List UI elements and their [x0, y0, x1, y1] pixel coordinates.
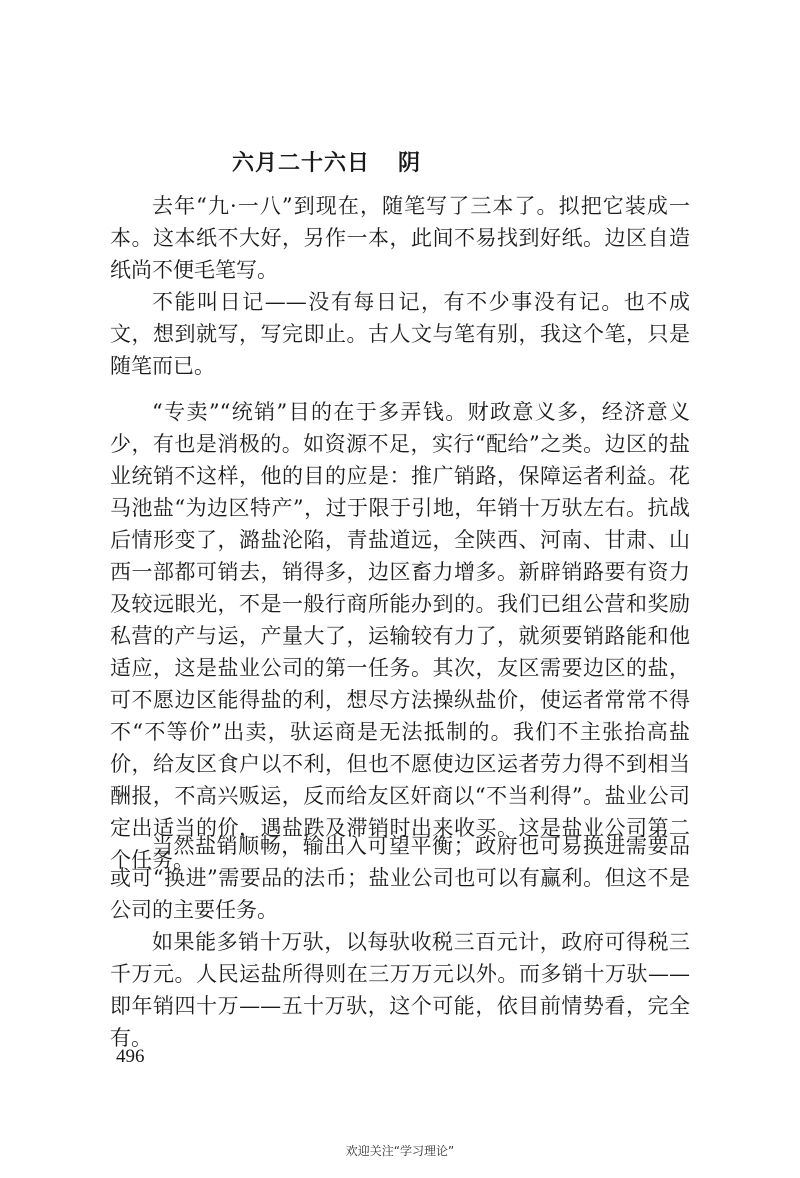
paragraph-text: 当然盐销顺畅，输出入可望平衡；政府也可易换进需要品或可“换进”需要品的法币；盐业公司也可以有赢利。但这不是公司的主要任务。	[110, 834, 690, 922]
paragraph-text: 如果能多销十万驮，以每驮收税三百元计，政府可得税三千万元。人民运盐所得则在三万万元以外。而多销十万驮——即年销四十万——五十万驮，这个可能，依目前情势看，完全有。	[110, 930, 690, 1050]
paragraph-text: “专卖”“统销”目的在于多弄钱。财政意义多，经济意义少，有也是消极的。如资源不足，实行“配给”之类。边区的盐业统销不这样，他的目的应是：推广销路，保障运者利益。花马池盐“为边区特产”，过于限于引地，年销十万驮左右。抗战后情形变了，潞盐沦陷，青盐道远，全陕西、河南、甘肃、山西一部都可销去，销得多，边区畜力增多。新辟销路要有资力及较远眼光，不是一般行商所能办到的。我们已组公营和奖励私营的产与运，产量大了，运输较有力了，就须要销路能和他适应，这是盐业公司的第一任务。其次，友区需要边区的盐，可不愿边区能得盐的利，想尽方法操纵盐价，使运者常常不得不“不等价”出卖，驮运商是无法抵制的。我们不主张抬高盐价，给友区食户以不利，但也不愿使边区运者劳力得不到相当酬报，不高兴贩运，反而给友区奸商以“不当利得”。盐业公司定出适当的价，遇盐跌及滞销时出来收买。这是盐业公司第二个任务。	[110, 400, 690, 872]
paragraph-5	[110, 926, 690, 1054]
diary-entry-heading	[232, 146, 421, 177]
paragraph-4	[110, 830, 690, 926]
paragraph-text: 不能叫日记——没有每日记，有不少事没有记。也不成文，想到就写，写完即止。古人文与笔有别，我这个笔，只是随笔而已。	[110, 290, 690, 378]
paragraph-3	[110, 396, 690, 876]
footer-watermark-text: 欢迎关注“学习理论”	[345, 1144, 455, 1158]
paragraph-1	[110, 190, 690, 286]
paragraph-text: 去年“九·一八”到现在，随笔写了三本了。拟把它装成一本。这本纸不大好，另作一本，此间不易找到好纸。边区自造纸尚不便毛笔写。	[110, 194, 690, 282]
entry-weather: 阴	[398, 150, 422, 176]
paragraph-2	[110, 286, 690, 382]
entry-date: 六月二十六日	[232, 150, 371, 176]
page-number: 496	[116, 1046, 145, 1067]
